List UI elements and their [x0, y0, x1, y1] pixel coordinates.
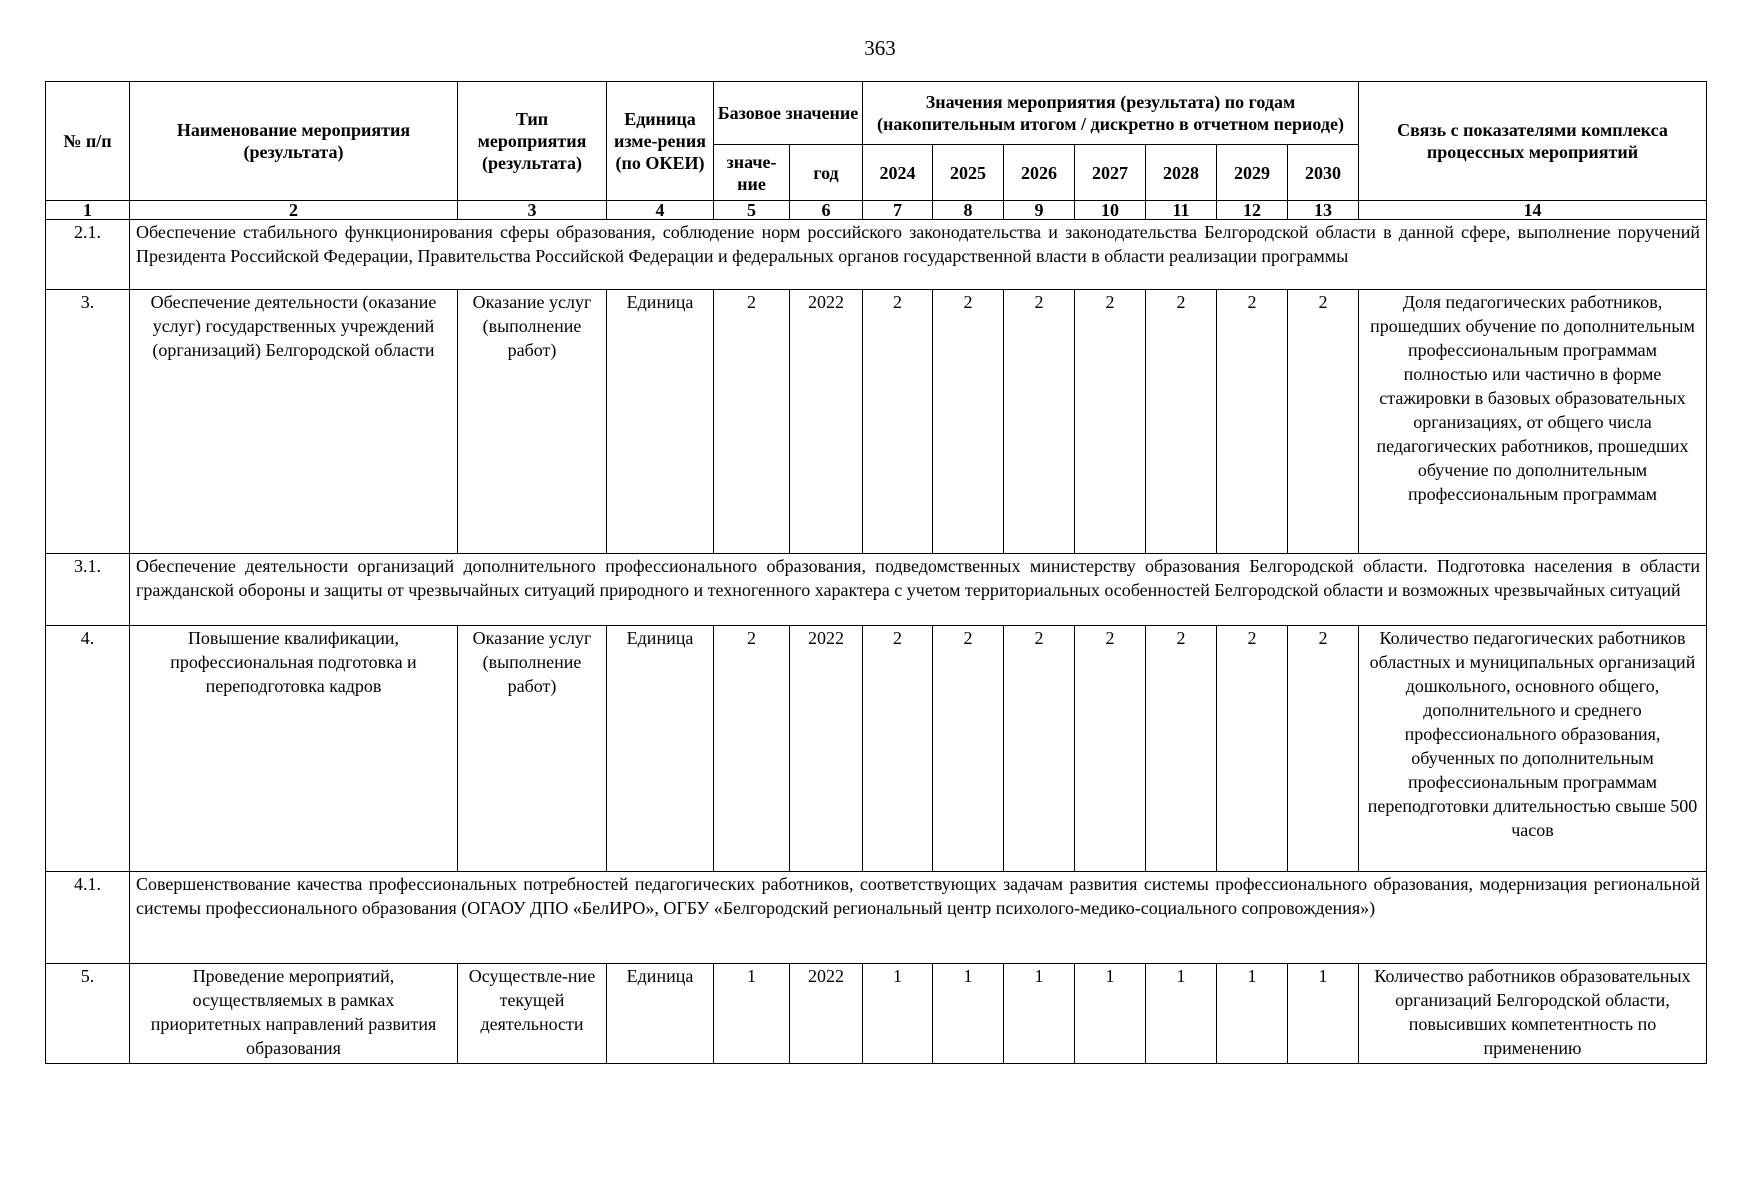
page-number: 363 [864, 36, 896, 60]
row-base-value: 2 [714, 290, 790, 554]
column-number: 8 [933, 201, 1004, 220]
column-number: 10 [1075, 201, 1146, 220]
row-num: 3. [46, 290, 130, 554]
table-row [46, 290, 1707, 554]
row-year-value: 2 [1288, 626, 1359, 872]
table-row [46, 964, 1707, 1064]
column-number-row [46, 201, 1707, 220]
header-base-year: год [790, 145, 863, 201]
row-link: Количество работников образовательных организаций Белгородской области, повысивших компетентность по применению [1359, 964, 1707, 1064]
row-year-value: 2 [863, 290, 933, 554]
header-year: 2024 [863, 145, 933, 201]
table-row [46, 626, 1707, 872]
row-year-value: 2 [1288, 290, 1359, 554]
column-number: 5 [714, 201, 790, 220]
row-link: Количество педагогических работников областных и муниципальных организаций дошкольного, основного общего, дополнительного и среднего профессионального образования, обученных по дополнительным профессиональным программам переподготовки длительностью свыше 500 часов [1359, 626, 1707, 872]
row-year-value: 2 [933, 626, 1004, 872]
header-base-value: значе-ние [714, 145, 790, 201]
column-number: 11 [1146, 201, 1217, 220]
column-number: 13 [1288, 201, 1359, 220]
row-year-value: 1 [1217, 964, 1288, 1064]
row-year-value: 1 [863, 964, 933, 1064]
row-unit: Единица [607, 964, 714, 1064]
row-base-value: 1 [714, 964, 790, 1064]
header-link: Связь с показателями комплекса процессных мероприятий [1359, 82, 1707, 201]
header-year: 2028 [1146, 145, 1217, 201]
row-name: Повышение квалификации, профессиональная подготовка и переподготовка кадров [130, 626, 458, 872]
row-year-value: 2 [1075, 626, 1146, 872]
header-unit: Единица изме-рения (по ОКЕИ) [607, 82, 714, 201]
row-base-year: 2022 [790, 964, 863, 1064]
section-text: Обеспечение деятельности организаций дополнительного профессионального образования, подведомственных министерству образования Белгородской области. Подготовка населения в области гражданской обороны и защиты от чрезвычайных ситуаций природного и техногенного характера с учетом территориальных особенностей Белгородской области и возможных чрезвычайных ситуаций [130, 554, 1707, 626]
row-year-value: 1 [1288, 964, 1359, 1064]
row-year-value: 2 [1146, 290, 1217, 554]
row-year-value: 1 [1004, 964, 1075, 1064]
column-number: 6 [790, 201, 863, 220]
header-num: № п/п [46, 82, 130, 201]
section-row [46, 220, 1707, 290]
row-year-value: 2 [1004, 626, 1075, 872]
row-name: Обеспечение деятельности (оказание услуг) государственных учреждений (организаций) Белгородской области [130, 290, 458, 554]
row-type: Осуществле-ние текущей деятельности [458, 964, 607, 1064]
row-base-value: 2 [714, 626, 790, 872]
header-base: Базовое значение [714, 82, 863, 145]
activities-table [45, 81, 1707, 1064]
row-unit: Единица [607, 290, 714, 554]
row-num: 4. [46, 626, 130, 872]
row-name: Проведение мероприятий, осуществляемых в рамках приоритетных направлений развития образования [130, 964, 458, 1064]
column-number: 2 [130, 201, 458, 220]
row-link: Доля педагогических работников, прошедших обучение по дополнительным профессиональным программам полностью или частично в форме стажировки в базовых образовательных организациях, от общего числа педагогических работников, прошедших обучение по дополнительным профессиональным программам [1359, 290, 1707, 554]
row-year-value: 1 [933, 964, 1004, 1064]
header-year: 2027 [1075, 145, 1146, 201]
header-values-by-year: Значения мероприятия (результата) по годам (накопительным итогом / дискретно в отчетном периоде) [863, 82, 1359, 145]
row-year-value: 2 [1146, 626, 1217, 872]
row-year-value: 2 [863, 626, 933, 872]
column-number: 1 [46, 201, 130, 220]
row-base-year: 2022 [790, 290, 863, 554]
column-number: 12 [1217, 201, 1288, 220]
header-year: 2030 [1288, 145, 1359, 201]
column-number: 7 [863, 201, 933, 220]
section-num: 3.1. [46, 554, 130, 626]
section-num: 4.1. [46, 872, 130, 964]
row-year-value: 2 [1217, 626, 1288, 872]
row-num: 5. [46, 964, 130, 1064]
header-type: Тип мероприятия (результата) [458, 82, 607, 201]
section-text: Совершенствование качества профессиональных потребностей педагогических работников, соответствующих задачам развития системы профессионального образования, модернизация региональной системы профессионального образования (ОГАОУ ДПО «БелИРО», ОГБУ «Белгородский региональный центр психолого-медико-социального сопровождения») [130, 872, 1707, 964]
section-row [46, 872, 1707, 964]
row-year-value: 1 [1075, 964, 1146, 1064]
header-name: Наименование мероприятия (результата) [130, 82, 458, 201]
section-num: 2.1. [46, 220, 130, 290]
header-year: 2025 [933, 145, 1004, 201]
column-number: 9 [1004, 201, 1075, 220]
row-year-value: 1 [1146, 964, 1217, 1064]
column-number: 4 [607, 201, 714, 220]
row-year-value: 2 [1075, 290, 1146, 554]
header-year: 2026 [1004, 145, 1075, 201]
column-number: 3 [458, 201, 607, 220]
header-year: 2029 [1217, 145, 1288, 201]
row-type: Оказание услуг (выполнение работ) [458, 626, 607, 872]
row-base-year: 2022 [790, 626, 863, 872]
section-text: Обеспечение стабильного функционирования сферы образования, соблюдение норм российского законодательства и законодательства Белгородской области в данной сфере, выполнение поручений Президента Российской Федерации, Правительства Российской Федерации и федеральных органов государственной власти в области реализации программы [130, 220, 1707, 290]
row-unit: Единица [607, 626, 714, 872]
column-number: 14 [1359, 201, 1707, 220]
section-row [46, 554, 1707, 626]
row-year-value: 2 [1217, 290, 1288, 554]
row-year-value: 2 [1004, 290, 1075, 554]
row-year-value: 2 [933, 290, 1004, 554]
row-type: Оказание услуг (выполнение работ) [458, 290, 607, 554]
